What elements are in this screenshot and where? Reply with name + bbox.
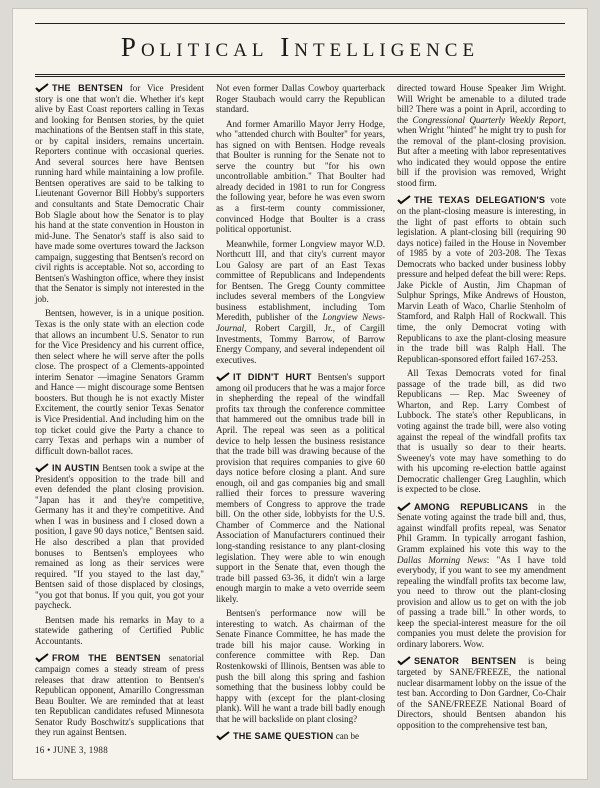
paragraph-text: in the Senate voting against the trade bill and, thus, against windfall profits repeal, was Senator Phil Gramm. In typically arrogant fashion, Gramm explained his vote this way to the [397, 501, 567, 554]
checkmark-icon [35, 463, 49, 472]
paragraph-text: , Robert Cargill, Jr., of Cargill Investments, Tommy Barrow, of Barrow Energy Company, and several independent oil executives. [216, 323, 385, 365]
checkmark-icon [397, 502, 411, 511]
item-among-republicans [397, 502, 566, 650]
publication-name: Congressional Quarterly Weekly Report [412, 114, 564, 125]
item-heading: IT DIDN'T HURT [233, 372, 312, 383]
column-3 [397, 83, 566, 731]
item-in-austin [35, 463, 204, 611]
item-heading: THE BENTSEN [52, 83, 123, 93]
paragraph-text: for Vice President story is one that won't die. Whether it's kept alive by East Coast reporters calling in Texas and looking for Bentsen stories, by the quiet machinations of the Bentsen staff in this state, or by capital insiders, remains uncertain. Reporters continue with occasional queries. And several sources here have Bentsen running hard while maintaining a low profile. Bentsen operatives are said to be talking to Lieutenant Governor Bill Hobby's supporters and consultants and State Democratic Chair Bob Slagle about how the Senator is to play his hand at the state convention in Houston in mid-June. The Senator's staff is also said to have made some overtures toward the Jackson campaign, suggesting that Bentsen's record on civil rights is acceptable. Not so, according to Bentsen's Washington office, where they insist that the Senator is simply not interested in the job. [35, 83, 204, 304]
paragraph: All Texas Democrats voted for final passage of the trade bill, as did two Republicans — Rep. Mac Sweeney of Wharton, and Rep. Larry Combest of Lubbock. The state's other Republicans, in voting against the trade bill, were also voting against the repeal of the windfall profits tax that is usually so dear to their hearts. Sweeney's vote may have something to do with his upcoming re-election battle against Democratic challenger Greg Laughlin, which is expected to be close. [397, 368, 566, 495]
item-heading: THE SAME QUESTION [233, 731, 334, 742]
column-1 [35, 83, 205, 738]
column-2 [216, 83, 386, 742]
paragraph [397, 83, 566, 188]
section-title: Political Intelligence [120, 32, 480, 62]
checkmark-icon [216, 372, 230, 381]
paragraph-text: , when Wright "hinted" he might try to push for the removal of the plant-closing provision. But after a meeting with labor representatives who indicated they would oppose the entire bill if the provision was removed, Wright stood firm. [397, 114, 567, 188]
paragraph: Bentsen made his remarks in May to a statewide gathering of Certified Public Accountants. [35, 614, 204, 646]
checkmark-icon [216, 731, 230, 740]
checkmark-icon [397, 656, 411, 665]
publication-name: Longview News-Journal [216, 312, 385, 334]
item-didnt-hurt [216, 372, 385, 604]
checkmark-icon [397, 195, 411, 204]
paragraph: Not even former Dallas Cowboy quarterback Roger Staubach would carry the Republican standard. [216, 83, 385, 115]
paragraph-text: Meanwhile, former Longview mayor W.D. Northcutt III, and that city's current mayor Lou Galosy are part of an East Texas committee of Republicans and Independents for Bentsen. The Gregg County committee includes several members of the Longview business establishment, including Tom Meredith, publisher of the [216, 238, 385, 323]
paragraph-text: is being targeted by SANE/FREEZE, the national nuclear disarmament lobby on the issue of the test ban. According to Don Gardner, Co-Chair of the SANE/FREEZE National Board of Directors, should Bentsen abandon his opposition to the comprehensive test ban, [397, 656, 566, 730]
paragraph-text: senatorial campaign comes a steady stream of press releases that draw attention to Bentsen's Republican opponent, Amarillo Congressman Beau Boulter. We are reminded that at least ten Republican candidates refused Minnesota Senator Rudy Boschwitz's supplications that they run against Bentsen. [35, 653, 204, 738]
paragraph-text: : "As I have told everybody, if you want to see my amendment repealing the windfall profits tax become law, you need to throw out the plant-closing provision and allow us to get on with the job of passing a trade bill." In other words, to keep the special-interest measure for the oil companies you must delete the provision for ordinary laborers. Wow. [397, 554, 566, 649]
item-heading: FROM THE BENTSEN [52, 653, 161, 664]
checkmark-icon [35, 83, 49, 92]
article-columns [35, 83, 567, 742]
paragraph [216, 239, 385, 366]
item-senator-bentsen [397, 656, 566, 730]
page-folio: 16 • JUNE 3, 1988 [35, 745, 108, 755]
item-bentsen-vp [35, 83, 204, 304]
item-heading: SENATOR BENTSEN [414, 656, 517, 667]
magazine-page [12, 8, 588, 780]
publication-name: Dallas Morning News [397, 554, 487, 565]
item-from-bentsen [35, 653, 204, 737]
paragraph: And former Amarillo Mayor Jerry Hodge, who "attended church with Boulter" for years, has signed on with Bentsen. Hodge reveals that Boulter is running for the Senate not to serve the country but "for his own uncontrollable ambition." That Boulter had already decided in 1981 to run for Congress the following year, before he was even sworn as a first-term county commissioner, convinced Hodge that Boulter is a crass political opportunist. [216, 118, 385, 235]
paragraph-text: Bentsen's support among oil producers that he was a major force in shepherding the repeal of the windfall profits tax through the conference committee that hammered out the omnibus trade bill in April. The repeal was seen as a political device to help lessen the business resistance that the trade bill was drawing because of the provision that requires companies to give 60 days notice before closing a plant. And sure enough, oil and gas companies big and small rallied their forces to pressure wavering members of Congress to approve the trade bill. On the other side, lobbyists for the U.S. Chamber of Commerce and the National Association of Manufacturers continued their long-standing resistance to any plant-closing legislation. They were able to win enough support in the Senate that, even though the trade bill passed 63-36, it didn't win a large enough margin to make a veto override seem likely. [216, 372, 386, 604]
paragraph-text: vote on the plant-closing measure is interesting, in the light of past efforts to obtain such legislation. A plant-closing bill (requiring 90 days notice) failed in the House in November of 1985 by a vote of 203-208. The Texas Democrats who backed under business lobby pressure and helped defeat the bill were: Reps. Jake Pickle of Austin, Jim Chapman of Sulphur Springs, Mike Andrews of Houston, Marvin Leath of Waco, Charlie Stenholm of Stamford, and Ralph Hall of Rockwall. This time, the only Democrat voting with Republicans to axe the plant-closing measure in the trade bill was Ralph Hall. The Republican-sponsored effort failed 167-253. [397, 195, 566, 364]
paragraph: Bentsen, however, is in a unique position. Texas is the only state with an election code that allows an incumbent U.S. Senator to run for the Vice Presidency and his current office, then select where he will serve after the polls close. The prospect of a Clements-appointed interim Senator —imagine Senators Gramm and Hance — might discourage some Bentsen boosters. But though he is not exactly Mister Excitement, the courtly senior Texas Senator is Vice Presidential. And including him on the top ticket could give the Party a chance to carry Texas and perhaps win a number of difficult down-ballot races. [35, 308, 204, 456]
item-same-question [216, 731, 385, 742]
checkmark-icon [35, 653, 49, 662]
paragraph-text: Bentsen took a swipe at the President's opposition to the trade bill and even defended the plant closing provision. "Japan has it and they're competitive, Germany has it and they're competitive. And when I was in business and I closed down a position, I gave 90 days notice," Bentsen said. He also described a plan that provided bonuses to Bentsen's employees who remained as long as their services were required. "If you stayed to the last day," Bentsen said of those displaced by closings, "you got that bonus. If you quit, you got your paycheck. [35, 463, 205, 611]
section-masthead [35, 23, 565, 77]
item-heading: THE TEXAS DELEGATION'S [414, 195, 546, 206]
paragraph: Bentsen's performance now will be interesting to watch. As chairman of the Senate Finance Committee, he has made the trade bill his major cause. Working in conference committee with Rep. Dan Rostenkowski of Illinois, Bentsen was able to push the bill along this spring and fashion something that the business lobby could be happy with (except for the plant-closing plank). Will he want a trade bill badly enough that he will backslide on plant closing? [216, 608, 385, 724]
item-heading: IN AUSTIN [52, 463, 100, 474]
item-heading: AMONG REPUBLICANS [414, 501, 529, 512]
paragraph-text: directed toward House Speaker Jim Wright. Will Wright be amenable to a diluted trade bill? There was a point in April, according to the [397, 83, 566, 125]
item-texas-delegation [397, 195, 566, 364]
paragraph-text: can be [335, 731, 360, 742]
